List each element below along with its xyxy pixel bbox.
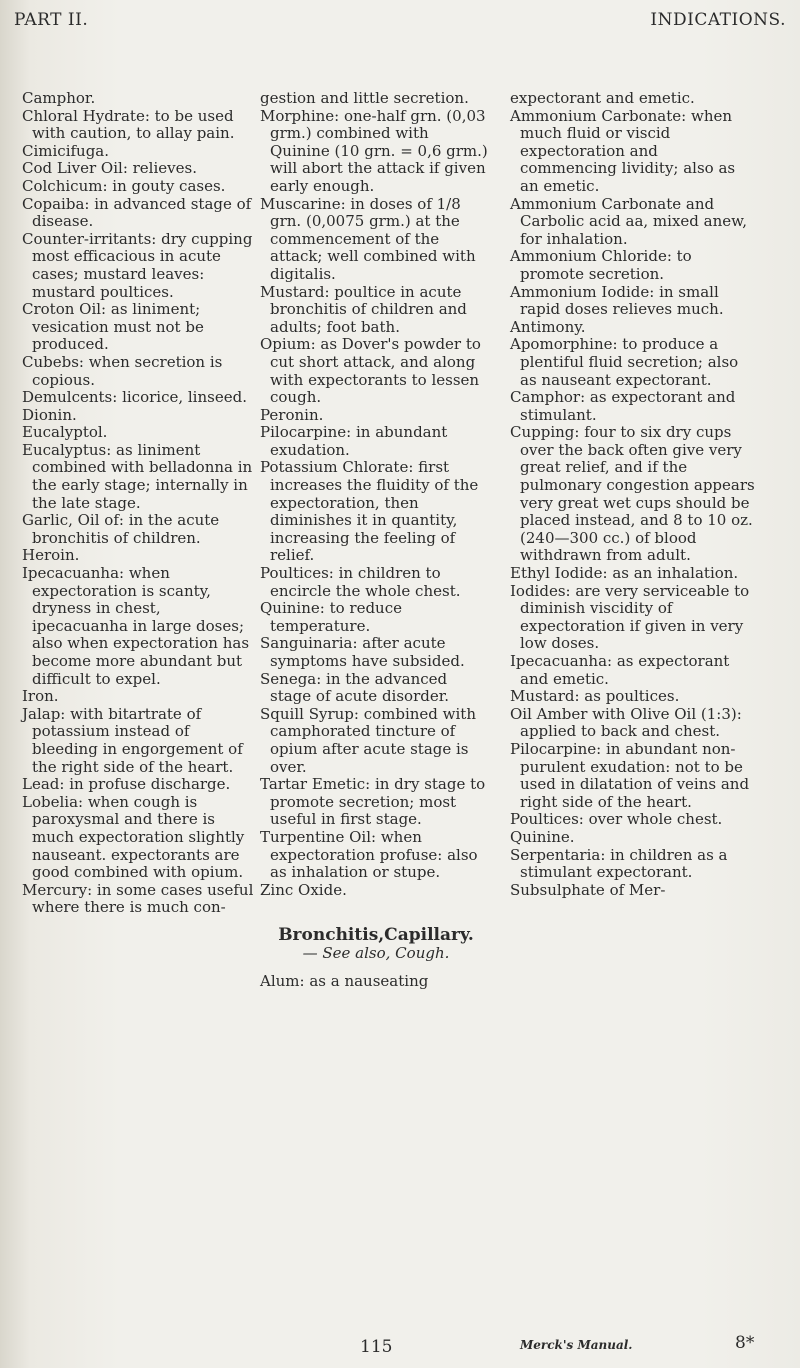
- entry: Croton Oil: as liniment; vesication must not be produced.: [22, 300, 204, 354]
- entry: Ethyl Iodide: as an inhalation.: [510, 564, 739, 583]
- entry: Muscarine: in doses of 1/8 grn. (0,0075 grm.) at the commencement of the attack; well combined with digitalis.: [260, 194, 476, 283]
- entry: expectorant and emetic.: [510, 89, 695, 107]
- signature-mark: 8*: [735, 1333, 755, 1353]
- entry: Morphine: one-half grn. (0,03 grm.) combined with Quinine (10 grn. = 0,6 grm.) will abort the attack if given early enough.: [260, 106, 488, 195]
- entry: Antimony.: [510, 317, 586, 336]
- column-3: [510, 90, 755, 899]
- entry: Quinine.: [510, 827, 575, 846]
- entry: Colchicum: in gouty cases.: [22, 176, 226, 195]
- column-1: [22, 90, 254, 917]
- entry: Demulcents: licorice, linseed.: [22, 388, 247, 407]
- entry: Mercury: in some cases useful where there is much con-: [22, 880, 254, 917]
- entry: Peronin.: [260, 405, 324, 424]
- entry: Subsulphate of Mer-: [510, 880, 666, 899]
- entry: Ipecacuanha: when expectoration is scanty, dryness in chest, ipecacuanha in large doses; also when expectoration has become more abundant but difficult to expel.: [22, 564, 250, 688]
- entry: Sanguinaria: after acute symptoms have subsided.: [260, 634, 465, 670]
- entry: Mustard: poultice in acute bronchitis of children and adults; foot bath.: [260, 282, 467, 336]
- entry: Serpentaria: in children as a stimulant expectorant.: [510, 845, 728, 882]
- entry: Dionin.: [22, 405, 77, 424]
- entry: Iodides: are very serviceable to diminish viscidity of expectoration if given in very low doses.: [510, 581, 750, 653]
- entry: Apomorphine: to produce a plentiful fluid secretion; also as nauseant expectorant.: [510, 335, 739, 389]
- section-see-also: — See also, Cough.: [302, 944, 450, 963]
- entry: Heroin.: [22, 546, 80, 565]
- entry: Garlic, Oil of: in the acute bronchitis of children.: [22, 511, 220, 547]
- section-heading: Bronchitis,Capillary.: [278, 925, 474, 946]
- entry: Oil Amber with Olive Oil (1:3): applied to back and chest.: [510, 704, 742, 741]
- entry: Senega: in the advanced stage of acute disorder.: [260, 669, 450, 706]
- entry: Ammonium Chloride: to promote secretion.: [510, 247, 692, 283]
- entry: Alum: as a nauseating: [260, 971, 429, 990]
- entry: Camphor.: [22, 89, 96, 107]
- entry: Opium: as Dover's powder to cut short attack, and along with expectorants to lessen cough.: [260, 335, 481, 407]
- entry: Eucalyptus: as liniment combined with belladonna in the early stage; internally in the late stage.: [22, 440, 253, 512]
- signature-text: Merck's Manual.: [520, 1338, 633, 1352]
- entry: Cubebs: when secretion is copious.: [22, 352, 223, 389]
- entry: Eucalyptol.: [22, 423, 108, 442]
- entry: Cimicifuga.: [22, 141, 110, 160]
- entry: Iron.: [22, 687, 59, 706]
- entry: Squill Syrup: combined with camphorated tincture of opium after acute stage is over.: [260, 704, 476, 776]
- entry: Lead: in profuse discharge.: [22, 775, 231, 794]
- entry: Jalap: with bitartrate of potassium instead of bleeding in engorgement of the right side of the heart.: [22, 704, 243, 776]
- entry: Copaiba: in advanced stage of disease.: [22, 194, 252, 231]
- entry: Cupping: four to six dry cups over the back often give very great relief, and if the pulmonary congestion appears very great wet cups should be placed instead, and 8 to 10 oz. (240—300 cc.) of blood withdrawn from adult.: [510, 423, 755, 565]
- entry: Ipecacuanha: as expectorant and emetic.: [510, 652, 730, 688]
- entry: Ammonium Iodide: in small rapid doses relieves much.: [510, 282, 724, 319]
- entry: Chloral Hydrate: to be used with caution, to allay pain.: [22, 106, 235, 143]
- entry: Poultices: over whole chest.: [510, 810, 723, 829]
- entry: Camphor: as expectorant and stimulant.: [510, 388, 736, 424]
- running-header-left: PART II.: [14, 10, 89, 30]
- running-header-right: INDICATIONS.: [650, 10, 786, 30]
- entry: Tartar Emetic: in dry stage to promote secretion; most useful in first stage.: [260, 775, 486, 829]
- entry: Ammonium Carbonate: when much fluid or viscid expectoration and commencing lividity; also as an emetic.: [510, 106, 736, 195]
- entry: Ammonium Carbonate and Carbolic acid aa, mixed anew, for inhalation.: [510, 194, 747, 248]
- column-2: [260, 90, 492, 991]
- entry: Zinc Oxide.: [260, 880, 347, 899]
- entry: Poultices: in children to encircle the whole chest.: [260, 564, 461, 600]
- entry: gestion and little secretion.: [260, 89, 469, 107]
- entry: Quinine: to reduce temperature.: [260, 599, 402, 635]
- entry: Pilocarpine: in abundant exudation.: [260, 423, 448, 459]
- entry: Potassium Chlorate: first increases the fluidity of the expectoration, then diminishes it in quantity, increasing the feeling of relief.: [260, 458, 479, 565]
- entry: Cod Liver Oil: relieves.: [22, 159, 197, 178]
- page-number: 115: [360, 1337, 393, 1357]
- entry: Turpentine Oil: when expectoration profuse: also as inhalation or stupe.: [260, 827, 478, 882]
- entry: Counter-irritants: dry cupping most efficacious in acute cases; mustard leaves: mustard poultices.: [22, 229, 253, 301]
- entry: Mustard: as poultices.: [510, 687, 680, 706]
- entry: Pilocarpine: in abundant non-purulent exudation: not to be used in dilatation of veins and right side of the heart.: [510, 739, 750, 811]
- entry: Lobelia: when cough is paroxysmal and there is much expectoration slightly nauseant. expectorants are good combined with opium.: [22, 792, 245, 882]
